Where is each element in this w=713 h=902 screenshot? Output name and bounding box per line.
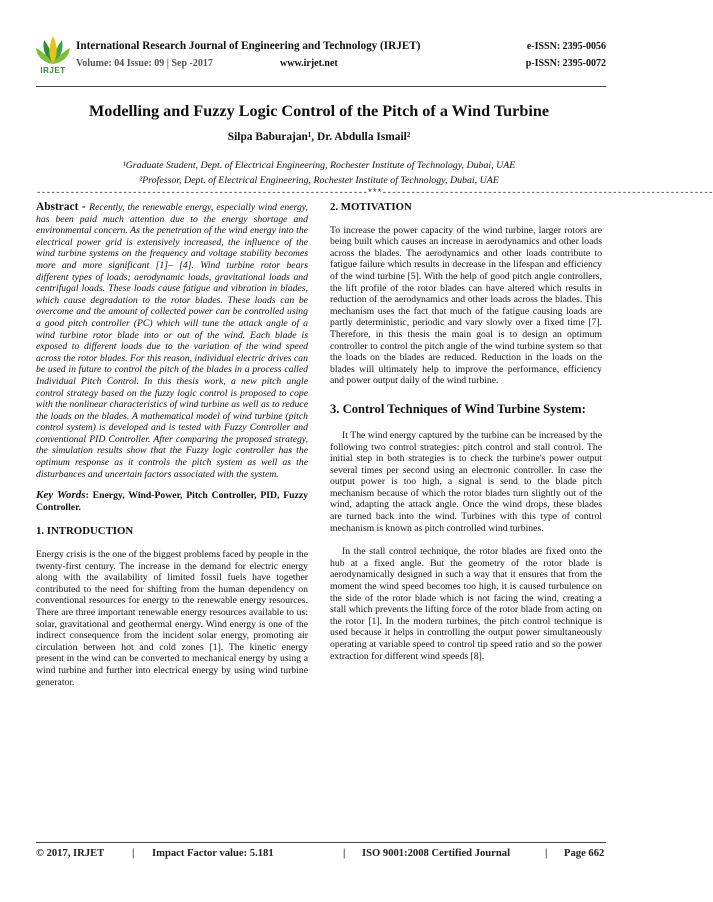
right-column	[330, 202, 602, 662]
e-issn: e-ISSN: 2395-0056	[526, 41, 606, 52]
paper-title: Modelling and Fuzzy Logic Control of the Pitch of a Wind Turbine	[88, 102, 550, 120]
p-issn: p-ISSN: 2395-0072	[525, 58, 606, 69]
affiliation-2: ²Professor, Dept. of Electrical Engineering, Rochester Institute of Technology, Dubai, UAE	[139, 175, 499, 186]
affiliation-1: ¹Graduate Student, Dept. of Electrical Engineering, Rochester Institute of Technology, Dubai, UAE	[122, 160, 516, 171]
introduction-text: Energy crisis is the one of the biggest problems faced by people in the twenty-first century. The increase in the demand for electric energy along with the availability of limited fossil fuels have together contributed to the need for shifting from the human dependency on conventional resources for energy to the renewable energy resources. There are three important renewable energy resources available to us: solar, gravitational and geothermal energy. Wind energy is one of the indirect consequence from the incident solar energy, promoting air circulation between hot and cold zones [1]. The kinetic energy present in the wind can be converted to mechanical energy by using a wind turbine and further into electrical energy by using wind turbine generator.	[36, 549, 308, 688]
logo-text: IRJET	[40, 66, 66, 75]
section-heading-control-techniques: 3. Control Techniques of Wind Turbine System:	[330, 401, 586, 416]
journal-website-link[interactable]: www.irjet.net	[280, 58, 338, 69]
abstract-label: Abstract -	[36, 201, 90, 213]
footer-iso: ISO 9001:2008 Certified Journal	[362, 848, 511, 859]
footer-impact-factor: Impact Factor value: 5.181	[152, 848, 274, 859]
leaf-logo-icon	[36, 34, 70, 66]
keywords-label: Key Words	[36, 489, 86, 502]
section-heading-introduction: 1. INTRODUCTION	[36, 525, 134, 538]
page-footer	[36, 848, 606, 864]
title-separator: ---------------------------------------------------------------------***---------------------------------------------------------------------	[36, 188, 713, 198]
footer-separator: |	[545, 848, 548, 859]
journal-title: International Research Journal of Engineering and Technology (IRJET)	[76, 40, 421, 52]
control-techniques-para-1: It The wind energy captured by the turbine can be increased by the following two control strategies: pitch control and stall control. The initial step in both strategies is to check the turbine's power output several times per second using an electronic controller. In case the output power is too high, a signal is send to the blade pitch mechanism because of which the rotor blades turn slightly out of the wind, adapting the attack angle. Once the wind drops, these blades are turned back into the wind. Turbines with this type of control mechanism is known as pitch controlled wind turbines.	[330, 429, 602, 534]
irjet-logo	[36, 34, 70, 76]
abstract	[36, 202, 308, 480]
volume-issue: Volume: 04 Issue: 09 | Sep -2017	[76, 58, 213, 69]
keywords-text: : Energy, Wind-Power, Pitch Controller, PID, Fuzzy Controller.	[36, 490, 309, 513]
left-column	[36, 202, 308, 688]
keywords	[36, 490, 308, 513]
section-heading-motivation: 2. MOTIVATION	[330, 201, 412, 213]
header-divider	[36, 86, 606, 87]
motivation-text: To increase the power capacity of the wind turbine, larger rotors are being built which causes an increase in aerodynamics and other loads across the blades. The aerodynamics and other loads contribute to fatigue failure which results in decrease in the lifespan and efficiency of the wind turbine [5]. With the help of good pitch angle controllers, the lift profile of the rotor blades can have altered which results in reduction of the aerodynamics and other loads across the blades. This mechanism uses the fact that much of the fatigue causing loads are partly deterministic, periodic and vary slowly over a fixed time [7]. Therefore, in this thesis the main goal is to design an optimum controller to control the pitch angle of the wind turbine system so that the loads on the blades are reduced. Reduction in the loads on the blades will ultimately help to improve the performance, efficiency and power output daily of the wind turbine.	[330, 224, 602, 387]
journal-header	[36, 34, 606, 78]
paper-authors: Silpa Baburajan¹, Dr. Abdulla Ismail²	[227, 131, 411, 143]
footer-separator: |	[132, 848, 135, 859]
footer-copyright: © 2017, IRJET	[36, 848, 105, 859]
footer-divider	[36, 842, 606, 843]
control-techniques-para-2: In the stall control technique, the rotor blades are fixed onto the hub at a fixed angle. But the geometry of the rotor blade is aerodynamically designed in such a way that it ensures that from the moment the wind speed becomes too high, it is caused turbulence on the side of the rotor blade which is not facing the wind, creating a stall which prevents the lifting force of the rotor blade from acting on the rotor [1]. In the modern turbines, the pitch control technique is used because it helps in controlling the output power simultaneously operating at variable speed to control tip speed ratio and so the power extraction for different wind speeds [8].	[330, 546, 602, 662]
footer-page-number: Page 662	[564, 848, 605, 859]
footer-separator: |	[343, 848, 346, 859]
abstract-text: Recently, the renewable energy, especially wind energy, has been paid much attention due to the energy shortage and environmental concern. As the penetration of the wind energy into the electrical power grid is extensively increased, the influence of the wind turbine systems on the frequency and voltage stability becomes more and more significant [1]– [4]. Wind turbine rotor bears different types of loads; aerodynamic loads, gravitational loads and centrifugal loads. These loads cause fatigue and vibration in blades, which cause degradation to the rotor blades. These loads can be overcome and the amount of collected power can be controlled using a good pitch controller (PC) which will tune the attack angle of a wind turbine rotor blade into or out of the wind. Each blade is exposed to different loads due to the variation of the wind speed across the rotor blades. For this reason, individual electric drives can be used in future to control the pitch of the blades in a process called Individual Pitch Control. In this thesis work, a new pitch angle control strategy based on the fuzzy logic control is proposed to cope with the nonlinear characteristics of wind turbine as well as to reduce the loads on the blades. A mathematical model of wind turbine (pitch control system) is developed and is tested with Fuzzy Controller and conventional PID Controller. After comparing the proposed strategy, the simulation results show that the Fuzzy logic controller has the optimum response as it controls the pitch system as well as the disturbances and uncertain factors associated with the system.	[36, 202, 308, 480]
